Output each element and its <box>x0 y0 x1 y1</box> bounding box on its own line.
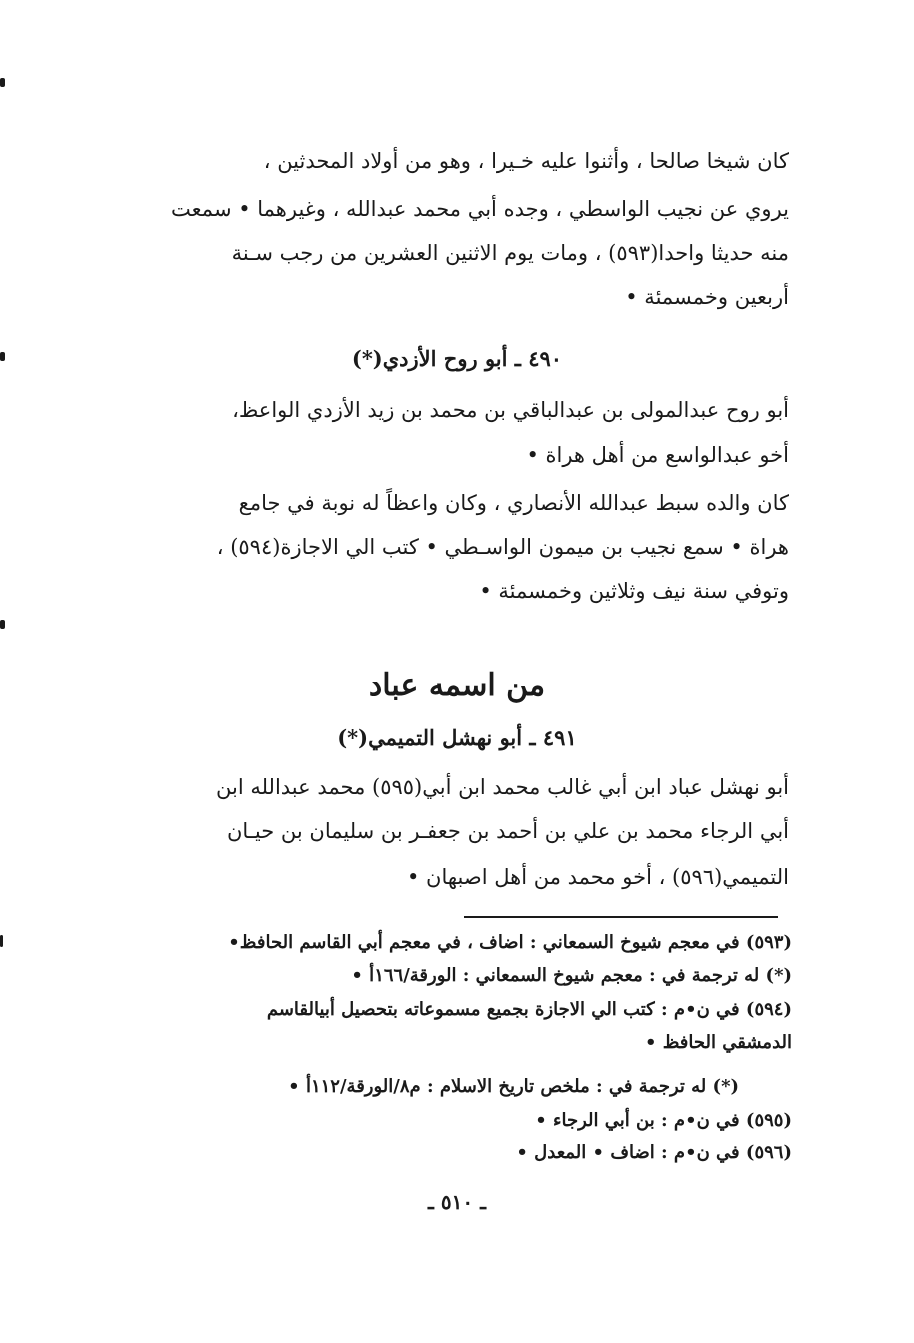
body-line: كان شيخا صالحا ، وأثنوا عليه خـيرا ، وهو من أولاد المحدثين ، <box>263 149 789 173</box>
footnote-line: (٥٩٥) في ن•م : بن أبي الرجاء • <box>535 1110 792 1131</box>
page-number: ـ ٥١٠ ـ <box>428 1190 486 1214</box>
margin-mark <box>0 620 5 629</box>
body-line: وتوفي سنة نيف وثلاثين وخمسمئة • <box>479 579 789 603</box>
body-line: أربعين وخمسمئة • <box>625 285 789 309</box>
footnote-divider <box>464 916 778 918</box>
footnote-line: (٥٩٤) في ن•م : كتب الي الاجازة بجميع مسموعاته بتحصيل أبيالقاسم <box>266 999 792 1020</box>
footnote-line: (*) له ترجمة في : ملخص تاريخ الاسلام : م٨/الورقة/١١٢أ • <box>288 1076 739 1097</box>
entry-heading: ٤٩٠ ـ أبو روح الأزدي(*) <box>351 346 563 371</box>
body-line: هراة • سمع نجيب بن ميمون الواسـطي • كتب الي الاجازة(٥٩٤) ، <box>216 535 789 559</box>
footnote-line: (٥٩٦) في ن•م : اضاف • المعدل • <box>516 1142 792 1163</box>
footnote-line: (*) له ترجمة في : معجم شيوخ السمعاني : الورقة/١٦٦أ • <box>351 965 792 986</box>
body-line: كان والده سبط عبدالله الأنصاري ، وكان واعظاً له نوبة في جامع <box>238 491 789 515</box>
margin-mark <box>0 935 3 947</box>
body-line: أبي الرجاء محمد بن علي بن أحمد بن جعفـر بن سليمان بن حيـان <box>226 819 789 843</box>
body-line: منه حديثا واحدا(٥٩٣) ، ومات يوم الاثنين العشرين من رجب سـنة <box>231 241 789 265</box>
body-line: يروي عن نجيب الواسطي ، وجده أبي محمد عبدالله ، وغيرهما • سمعت <box>171 197 789 221</box>
body-line: أبو نهشل عباد ابن أبي غالب محمد ابن أبي(٥٩٥) محمد عبدالله ابن <box>216 775 789 799</box>
entry-heading: ٤٩١ ـ أبو نهشل التميمي(*) <box>337 725 577 750</box>
body-line: أبو روح عبدالمولى بن عبدالباقي بن محمد بن زيد الأزدي الواعظ، <box>232 398 789 422</box>
body-line: أخو عبدالواسع من أهل هراة • <box>526 443 789 467</box>
body-line: التميمي(٥٩٦) ، أخو محمد من أهل اصبهان • <box>406 865 789 889</box>
footnote-line: (٥٩٣) في معجم شيوخ السمعاني : اضاف ، في معجم أبي القاسم الحافظ• <box>228 932 792 953</box>
margin-mark <box>0 78 5 87</box>
section-heading: من اسمه عباد <box>368 668 546 703</box>
footnote-line: الدمشقي الحافظ • <box>644 1032 792 1053</box>
